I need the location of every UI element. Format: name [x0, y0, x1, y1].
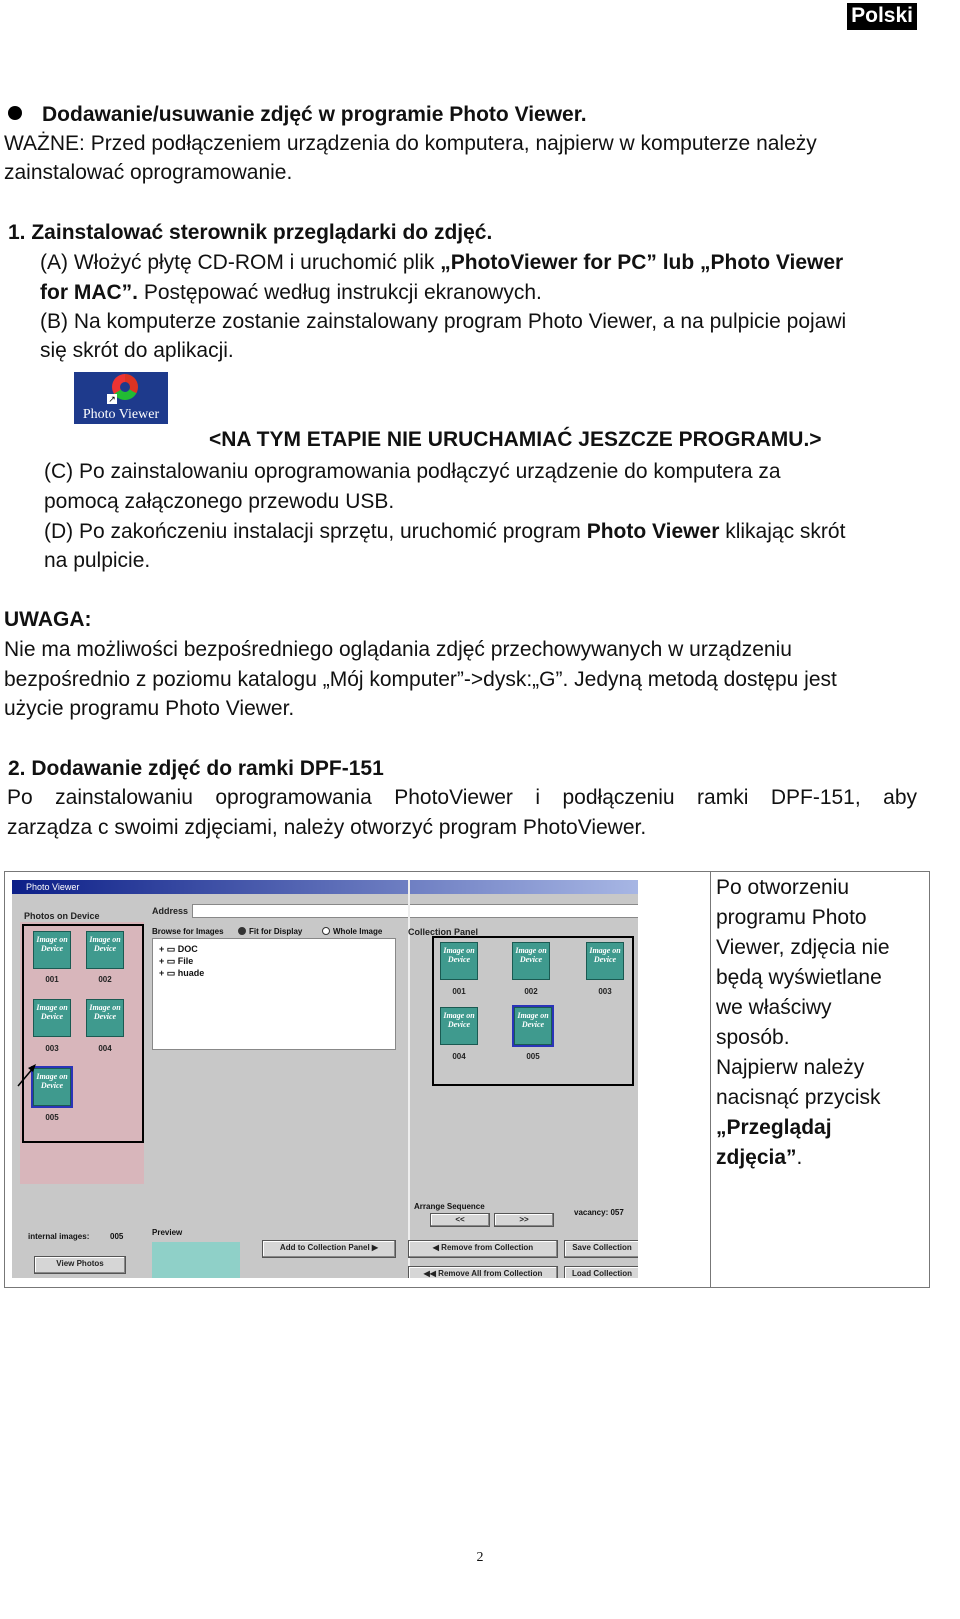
whole-image-radio[interactable]: Whole Image	[322, 927, 382, 936]
preview-area	[152, 1242, 240, 1278]
step1-a: (A) Włożyć płytę CD-ROM i uruchomić plik „PhotoViewer for PC” lub „Photo Viewer	[40, 251, 844, 274]
step1-title: 1. Zainstalować sterownik przeglądarki do zdjęć.	[8, 221, 493, 244]
browse-label: Browse for Images	[152, 927, 224, 936]
device-thumb-number: 002	[98, 975, 112, 984]
device-thumb[interactable]: Image on Device	[33, 931, 71, 969]
remove-all-button[interactable]: ◀◀ Remove All from Collection	[408, 1266, 558, 1278]
collection-thumb-selected[interactable]: Image on Device	[514, 1007, 552, 1045]
tree-item[interactable]: + ▭ huade	[159, 968, 205, 978]
photo-viewer-window	[12, 880, 638, 1278]
device-thumb[interactable]: Image on Device	[86, 931, 124, 969]
collection-thumb[interactable]: Image on Device	[586, 942, 624, 980]
internal-images-value: 005	[110, 1232, 124, 1241]
add-to-collection-button[interactable]: Add to Collection Panel ▶	[262, 1240, 396, 1258]
address-field[interactable]	[192, 904, 638, 918]
tree-item[interactable]: + ▭ File	[159, 956, 194, 966]
important-line-2: zainstalować oprogramowanie.	[4, 161, 293, 184]
device-thumb-number: 004	[98, 1044, 112, 1053]
step1-b2: się skrót do aplikacji.	[40, 339, 234, 362]
page-number: 2	[476, 1550, 484, 1565]
arrange-sequence-label: Arrange Sequence	[414, 1202, 485, 1211]
fit-for-display-radio[interactable]: Fit for Display	[238, 927, 302, 936]
device-thumb-number: 003	[45, 1044, 59, 1053]
save-collection-button[interactable]: Save Collection	[564, 1240, 638, 1258]
device-thumb[interactable]: Image on Device	[33, 999, 71, 1037]
internal-images-label: internal images:	[28, 1232, 90, 1241]
device-thumb[interactable]: Image on Device	[86, 999, 124, 1037]
shortcut-label: Photo Viewer	[82, 407, 160, 422]
collection-thumb-number: 001	[452, 987, 466, 996]
collection-thumb[interactable]: Image on Device	[440, 1007, 478, 1045]
bullet-icon	[8, 106, 22, 120]
section-heading: Dodawanie/usuwanie zdjęć w programie Photo Viewer.	[8, 100, 587, 130]
note-line-2: bezpośrednio z poziomu katalogu „Mój komputer”->dysk:„G”. Jedyną metodą dostępu jest	[4, 668, 837, 691]
collection-thumb-number: 002	[524, 987, 538, 996]
tree-item[interactable]: + ▭ DOC	[159, 944, 198, 954]
photo-viewer-shortcut-icon[interactable]	[74, 372, 168, 424]
window-titlebar: Photo Viewer	[12, 880, 638, 894]
device-thumb-selected[interactable]: Image on Device	[33, 1068, 71, 1106]
collection-panel-label: Collection Panel	[408, 927, 479, 937]
move-right-button[interactable]: >>	[494, 1213, 554, 1227]
step2-line-2: zarządza c swoimi zdjęciami, należy otworzyć program PhotoViewer.	[7, 816, 647, 839]
step2-title: 2. Dodawanie zdjęć do ramki DPF-151	[8, 757, 384, 780]
collection-thumb-number: 005	[526, 1052, 540, 1061]
step1-d1: (D) Po zakończeniu instalacji sprzętu, uruchomić program Photo Viewer klikając skrót	[44, 520, 846, 543]
move-left-button[interactable]: <<	[430, 1213, 490, 1227]
vacancy-label: vacancy: 057	[574, 1208, 624, 1217]
step1-d2: na pulpicie.	[44, 549, 151, 572]
preview-label: Preview	[152, 1228, 183, 1237]
shortcut-arrow-icon: ↗	[108, 394, 116, 404]
note-title: UWAGA:	[4, 608, 92, 631]
step1-warning: <NA TYM ETAPIE NIE URUCHAMIAĆ JESZCZE PROGRAMU.>	[209, 428, 822, 451]
collection-thumb[interactable]: Image on Device	[440, 942, 478, 980]
note-line-3: użycie programu Photo Viewer.	[4, 697, 295, 720]
load-collection-button[interactable]: Load Collection	[564, 1266, 638, 1278]
side-instructions: Po otworzeniu programu Photo Viewer, zdjęcia nie będą wyświetlane we właściwy sposób. Najpierw należy nacisnąć przycisk „Przeglądaj zdjęcia”.	[716, 876, 890, 1169]
device-thumb-number: 001	[45, 975, 59, 984]
view-photos-button[interactable]: View Photos	[34, 1256, 126, 1274]
folder-tree[interactable]	[152, 938, 396, 1050]
step2-line-1: Po zainstalowaniu oprogramowania PhotoViewer i podłączeniu ramki DPF-151, aby	[7, 786, 917, 809]
collection-thumb[interactable]: Image on Device	[512, 942, 550, 980]
step1-b1: (B) Na komputerze zostanie zainstalowany program Photo Viewer, a na pulpicie pojawi	[40, 310, 847, 333]
step1-a2: for MAC”. Postępować według instrukcji ekranowych.	[40, 281, 542, 304]
step1-c1: (C) Po zainstalowaniu oprogramowania podłączyć urządzenie do komputera za	[44, 460, 781, 483]
important-line-1: WAŻNE: Przed podłączeniem urządzenia do komputera, najpierw w komputerze należy	[4, 132, 817, 155]
address-label: Address	[152, 906, 189, 916]
collection-thumb-number: 004	[452, 1052, 466, 1061]
language-tag: Polski	[847, 3, 917, 30]
remove-from-collection-button[interactable]: ◀ Remove from Collection	[408, 1240, 558, 1258]
step1-c2: pomocą załączonego przewodu USB.	[44, 490, 395, 513]
pointer-arrow-icon	[16, 1062, 38, 1088]
photos-on-device-label: Photos on Device	[24, 911, 100, 921]
note-line-1: Nie ma możliwości bezpośredniego oglądania zdjęć przechowywanych w urządzeniu	[4, 638, 792, 661]
device-thumb-number: 005	[45, 1113, 59, 1122]
collection-thumb-number: 003	[598, 987, 612, 996]
